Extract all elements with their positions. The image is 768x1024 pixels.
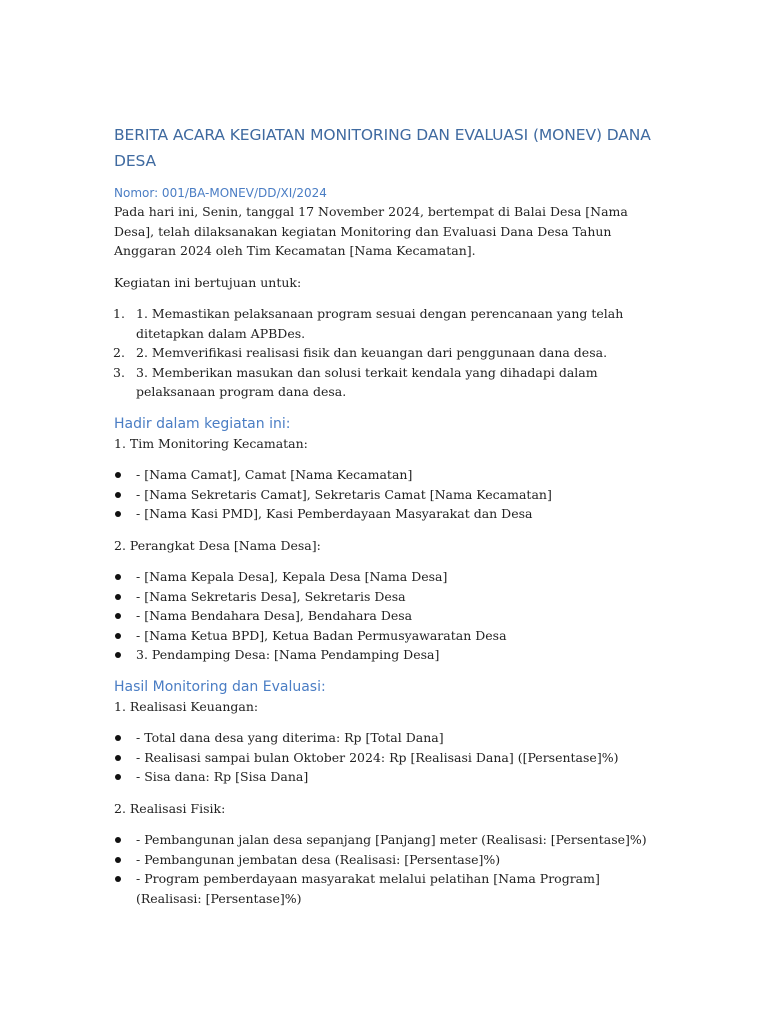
- list-item: [114, 850, 654, 870]
- attendance-group2-label: 2. Perangkat Desa [Nama Desa]:: [114, 537, 321, 553]
- bullet-icon: [115, 735, 121, 741]
- list-item-text: 3. Pendamping Desa: [Nama Pendamping Desa]: [136, 647, 440, 662]
- purpose-list: [114, 304, 654, 402]
- finance-label: 1. Realisasi Keuangan:: [114, 698, 259, 714]
- list-item-text: - Pembangunan jembatan desa (Realisasi: [Persentase]%): [136, 851, 501, 867]
- bullet-icon: [115, 492, 121, 498]
- bullet-icon: [115, 857, 121, 863]
- bullet-icon: [115, 837, 121, 843]
- list-item: [114, 567, 654, 587]
- purpose-item: 2. Memverifikasi realisasi fisik dan keuangan dari penggunaan dana desa.: [136, 345, 608, 360]
- purpose-item: 1. Memastikan pelaksanaan program sesuai dengan perencanaan yang telah ditetapkan dalam APBDes.: [136, 306, 624, 341]
- bullet-icon: [115, 876, 121, 882]
- bullet-icon: [115, 472, 121, 478]
- results-heading: Hasil Monitoring dan Evaluasi:: [114, 678, 326, 695]
- intro-paragraph: Pada hari ini, Senin, tanggal 17 November 2024, bertempat di Balai Desa [Nama Desa], telah dilaksanakan kegiatan Monitoring dan Evaluasi Dana Desa Tahun Anggaran 2024 oleh Tim Kecamatan [Nama Kecamatan].: [114, 204, 628, 258]
- list-item: [114, 645, 654, 665]
- bullet-icon: [115, 511, 121, 517]
- list-item: [114, 748, 654, 768]
- attendance-group1-label: 1. Tim Monitoring Kecamatan:: [114, 435, 308, 451]
- list-item: [114, 869, 654, 908]
- list-item-text: - [Nama Camat], Camat [Nama Kecamatan]: [136, 467, 413, 482]
- list-item: [114, 587, 654, 607]
- list-item-text: - Pembangunan jalan desa sepanjang [Panjang] meter (Realisasi: [Persentase]%): [136, 832, 647, 847]
- finance-list: [114, 728, 654, 787]
- list-item-text: - Sisa dana: Rp [Sisa Dana]: [136, 769, 309, 784]
- bullet-icon: [115, 613, 121, 619]
- list-item: [114, 728, 654, 748]
- bullet-icon: [115, 633, 121, 639]
- list-item-text: - [Nama Bendahara Desa], Bendahara Desa: [136, 608, 413, 623]
- purpose-item: 3. Memberikan masukan dan solusi terkait kendala yang dihadapi dalam pelaksanaan program dana desa.: [136, 364, 598, 399]
- list-item-text: - [Nama Sekretaris Desa], Sekretaris Desa: [136, 588, 406, 604]
- list-item-text: - Program pemberdayaan masyarakat melalui pelatihan [Nama Program] (Realisasi: [Persentase]%): [136, 871, 600, 906]
- document-page: [114, 122, 654, 920]
- list-item-text: - [Nama Sekretaris Camat], Sekretaris Camat [Nama Kecamatan]: [136, 486, 552, 502]
- list-item: [114, 465, 654, 485]
- document-number: Nomor: 001/BA-MONEV/DD/XI/2024: [114, 186, 327, 200]
- purpose-lead: Kegiatan ini bertujuan untuk:: [114, 274, 302, 290]
- physical-label: 2. Realisasi Fisik:: [114, 800, 226, 816]
- list-item-text: - [Nama Kepala Desa], Kepala Desa [Nama Desa]: [136, 569, 448, 584]
- attendance-group2-list: [114, 567, 654, 665]
- list-item: [114, 626, 654, 646]
- list-item: [114, 767, 654, 787]
- bullet-icon: [115, 574, 121, 580]
- list-item: [114, 504, 654, 524]
- list-item-text: - [Nama Ketua BPD], Ketua Badan Permusyawaratan Desa: [136, 627, 507, 643]
- bullet-icon: [115, 755, 121, 761]
- list-item: [114, 485, 654, 505]
- attendance-heading: Hadir dalam kegiatan ini:: [114, 415, 291, 432]
- bullet-icon: [115, 774, 121, 780]
- list-item: [114, 606, 654, 626]
- bullet-icon: [115, 652, 121, 658]
- list-item: [114, 830, 654, 850]
- list-item-text: - Realisasi sampai bulan Oktober 2024: Rp [Realisasi Dana] ([Persentase]%): [136, 749, 619, 765]
- document-title: BERITA ACARA KEGIATAN MONITORING DAN EVALUASI (MONEV) DANA DESA: [114, 126, 651, 170]
- attendance-group1-list: [114, 465, 654, 524]
- list-item-text: - Total dana desa yang diterima: Rp [Total Dana]: [136, 730, 444, 745]
- list-item-text: - [Nama Kasi PMD], Kasi Pemberdayaan Masyarakat dan Desa: [136, 506, 533, 521]
- physical-list: [114, 830, 654, 908]
- bullet-icon: [115, 594, 121, 600]
